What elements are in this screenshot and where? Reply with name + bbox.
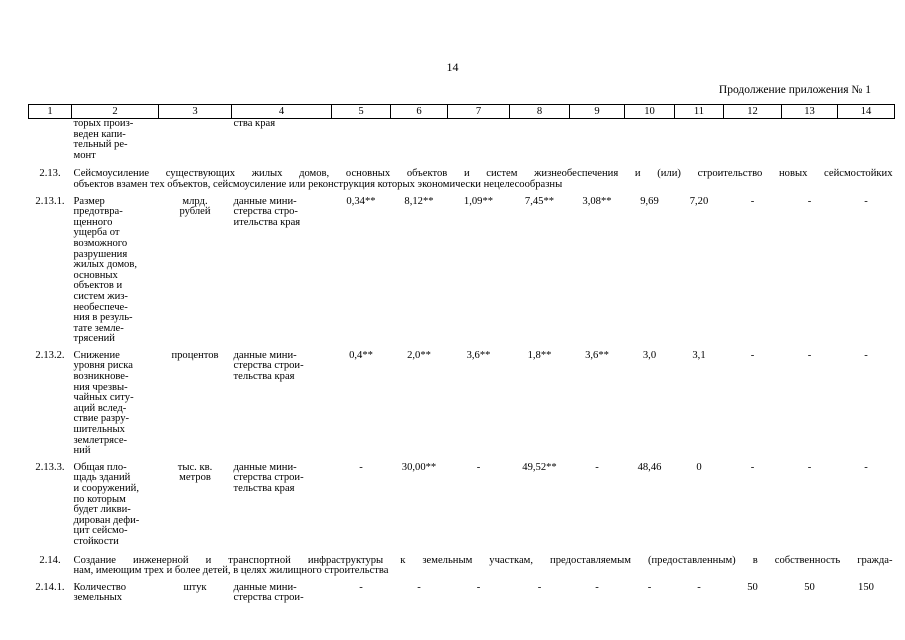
row-number: 2.13.1.: [35, 195, 65, 207]
column-header: 4: [232, 105, 332, 119]
value-cell: 48,46: [637, 461, 662, 473]
column-header: 13: [782, 105, 838, 119]
value-cell: 49,52**: [522, 461, 557, 473]
value-cell: -: [647, 581, 652, 593]
value-cell: 7,45**: [524, 195, 555, 207]
indicator-table: [28, 104, 895, 604]
section-number: 2.14.: [39, 554, 61, 566]
value-cell: [510, 119, 570, 162]
indicator-name: Количество земельных: [73, 581, 127, 604]
unit-cell: процентов: [171, 349, 219, 361]
row-number: 2.13.2.: [35, 349, 65, 361]
source-cell: данные мини- стерства строи-: [233, 581, 304, 604]
value-cell: -: [417, 581, 421, 593]
value-cell: [332, 119, 391, 162]
value-cell: 3,6**: [466, 349, 491, 361]
value-cell: -: [595, 581, 599, 593]
section-row: [29, 548, 895, 577]
value-cell: -: [807, 349, 812, 361]
column-header: 2: [72, 105, 159, 119]
value-cell: -: [807, 195, 812, 207]
value-cell: -: [537, 581, 542, 593]
value-cell: -: [476, 581, 481, 593]
column-header: 10: [625, 105, 675, 119]
value-cell: 1,09**: [463, 195, 494, 207]
value-cell: 8,12**: [404, 195, 434, 207]
unit-cell: млрд. рублей: [179, 195, 211, 218]
table-row: [29, 119, 895, 162]
value-cell: 150: [858, 581, 874, 593]
column-header: 6: [391, 105, 448, 119]
value-cell: 1,8**: [527, 349, 552, 361]
source-cell: данные мини- стерства строи- тельства края: [233, 461, 304, 494]
value-cell: -: [750, 195, 755, 207]
value-cell: [675, 119, 724, 162]
column-header: 1: [29, 105, 72, 119]
value-cell: 50: [804, 581, 815, 593]
value-cell: 30,00**: [401, 461, 437, 473]
section-title: Сейсмоусиление существующих жилых домов, основных объектов и систем жизнеобеспечения и (или) строительство новых сейсмостойких объектов взамен тех объектов, сейсмоусиление или реконструкция которых экономически нецелесообразны: [73, 168, 893, 190]
value-cell: -: [359, 461, 363, 473]
value-cell: 7,20: [689, 195, 709, 207]
continuation-label: Продолжение приложения № 1: [718, 84, 871, 96]
row-number: [29, 119, 72, 162]
column-header: 14: [838, 105, 895, 119]
section-row: [29, 161, 895, 190]
indicator-name: Снижение уровня риска возникнове- ния чрезвы- чайных ситу- аций вслед- ствие разру- шительных землетрясе- ний: [73, 349, 134, 457]
value-cell: [782, 119, 838, 162]
value-cell: -: [864, 461, 868, 473]
value-cell: 50: [747, 581, 758, 593]
unit-cell: тыс. кв. метров: [177, 461, 213, 484]
table-body: [29, 105, 895, 604]
value-cell: -: [359, 581, 363, 593]
value-cell: 3,6**: [585, 349, 609, 361]
unit-cell: [159, 119, 232, 162]
value-cell: -: [697, 581, 701, 593]
value-cell: 2,0**: [407, 349, 431, 361]
value-cell: -: [476, 461, 481, 473]
value-cell: -: [750, 461, 755, 473]
column-header: 8: [510, 105, 570, 119]
value-cell: [838, 119, 895, 162]
value-cell: -: [750, 349, 755, 361]
table-header-row: [29, 105, 895, 119]
value-cell: -: [595, 461, 599, 473]
table-row: [29, 457, 895, 548]
column-header: 11: [675, 105, 724, 119]
column-header: 12: [724, 105, 782, 119]
table-row: [29, 577, 895, 604]
value-cell: [391, 119, 448, 162]
indicator-name: торых произ- веден капи- тельный ре- монт: [73, 118, 134, 161]
page-number: 14: [446, 60, 459, 74]
value-cell: [625, 119, 675, 162]
value-cell: 9,69: [640, 195, 659, 207]
value-cell: 0,34**: [346, 195, 376, 207]
column-header: 3: [159, 105, 232, 119]
value-cell: 0: [696, 461, 702, 473]
table-row: [29, 345, 895, 457]
value-cell: [570, 119, 625, 162]
section-title: Создание инженерной и транспортной инфраструктуры к земельным участкам, предоставляемым (предоставленным) в собственность гражда- нам, имеющим трех и более детей, в целях жилищного строительства: [73, 554, 893, 577]
value-cell: 3,0: [642, 349, 657, 361]
source-cell: данные мини- стерства строи- тельства края: [233, 349, 304, 383]
unit-cell: штук: [183, 581, 207, 593]
value-cell: -: [864, 195, 868, 207]
value-cell: [724, 119, 782, 162]
source-cell: ства края: [233, 118, 276, 129]
value-cell: -: [864, 349, 868, 361]
value-cell: -: [807, 461, 812, 473]
value-cell: 0,4**: [349, 349, 373, 361]
column-header: 7: [448, 105, 510, 119]
value-cell: [448, 119, 510, 162]
value-cell: 3,1: [692, 349, 706, 361]
row-number: 2.14.1.: [35, 581, 65, 593]
row-number: 2.13.3.: [35, 461, 65, 473]
indicator-name: Размер предотвра- щенного ущерба от возможного разрушения жилых домов, основных объектов и систем жиз- необеспече- ния в резуль- тате земле- трясений: [73, 195, 137, 345]
column-header: 5: [332, 105, 391, 119]
indicator-name: Общая пло- щадь зданий и сооружений, по которым будет ликви- дирован дефи- цит сейсмо- стойкости: [73, 461, 140, 547]
section-number: 2.13.: [39, 168, 61, 180]
value-cell: 3,08**: [582, 195, 612, 207]
source-cell: данные мини- стерства стро- ительства края: [233, 195, 301, 228]
table-row: [29, 191, 895, 345]
column-header: 9: [570, 105, 625, 119]
